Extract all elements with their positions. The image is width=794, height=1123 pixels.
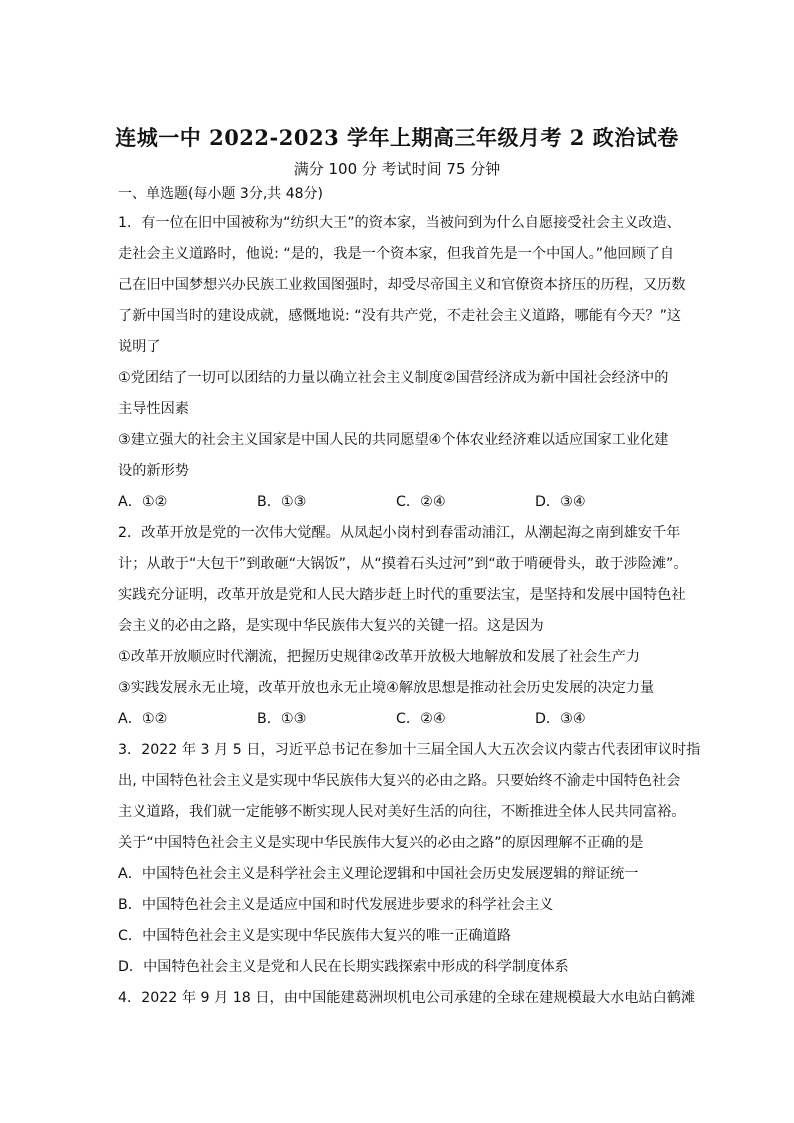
option-c: C．中国特色社会主义是实现中华民族伟大复兴的唯一正确道路 <box>118 928 511 944</box>
question-line: 主义道路，我们就一定能够不断实现人民对美好生活的向往，不断推进全体人民共同富裕。 <box>118 804 686 820</box>
exam-title: 连城一中 2022-2023 学年上期高三年级月考 2 政治试卷 <box>115 125 679 150</box>
option-b: B．中国特色社会主义是适应中国和时代发展进步要求的科学社会主义 <box>118 897 554 913</box>
answer-options <box>118 487 678 518</box>
option-a: A．中国特色社会主义是科学社会主义理论逻辑和中国社会历史发展逻辑的辩证统一 <box>118 866 639 882</box>
option-d: D．③④ <box>535 711 586 727</box>
question-line: 关于“中国特色社会主义是实现中华民族伟大复兴的必由之路”的原因理解不正确的是 <box>118 835 644 851</box>
question-3 <box>118 735 701 983</box>
question-line: 实践充分证明，改革开放是党和人民大踏步赶上时代的重要法宝，是坚持和发展中国特色社 <box>118 587 686 603</box>
question-1 <box>118 208 686 518</box>
option-d: D．③④ <box>535 494 586 510</box>
question-2 <box>118 518 688 735</box>
question-4 <box>118 983 696 1014</box>
option-b: B．①③ <box>257 494 307 510</box>
question-line: 4．2022 年 9 月 18 日，由中国能建葛洲坝机电公司承建的全球在建规模最大水电站白鹤滩 <box>118 990 696 1006</box>
question-line: 计；从敢于“大包干”到敢砸“大锅饭”，从“摸着石头过河”到“敢于啃硬骨头，敢于涉险滩”。 <box>118 556 688 572</box>
answer-options <box>118 704 678 735</box>
question-line: ③建立强大的社会主义国家是中国人民的共同愿望④个体农业经济难以适应国家工业化建 <box>118 432 669 448</box>
question-line: 3．2022 年 3 月 5 日，习近平总书记在参加十三届全国人大五次会议内蒙古代表团审议时指 <box>118 742 701 758</box>
question-line: 说明了 <box>118 339 161 355</box>
option-b: B．①③ <box>257 711 307 727</box>
question-content <box>118 208 701 1014</box>
option-c: C．②④ <box>396 494 446 510</box>
exam-subtitle: 满分 100 分 考试时间 75 分钟 <box>293 160 501 178</box>
question-line: 2．改革开放是党的一次伟大觉醒。从凤起小岗村到春雷动浦江，从潮起海之南到雄安千年 <box>118 525 681 541</box>
question-line: ①党团结了一切可以团结的力量以确立社会主义制度②国营经济成为新中国社会经济中的 <box>118 370 669 386</box>
option-a: A．①② <box>118 494 168 510</box>
option-d: D．中国特色社会主义是党和人民在长期实践探索中形成的科学制度体系 <box>118 959 569 975</box>
question-line: 设的新形势 <box>118 463 189 479</box>
question-line: 1．有一位在旧中国被称为“纺织大王”的资本家，当被问到为什么自愿接受社会主义改造、 <box>118 215 681 231</box>
section-heading: 一、单选题(每小题 3分,共 48分) <box>118 186 323 202</box>
question-line: 会主义的必由之路，是实现中华民族伟大复兴的关键一招。这是因为 <box>118 618 544 634</box>
question-line: ③实践发展永无止境，改革开放也永无止境④解放思想是推动社会历史发展的决定力量 <box>118 680 655 696</box>
question-line: 出, 中国特色社会主义是实现中华民族伟大复兴的必由之路。只要始终不渝走中国特色社会 <box>118 773 681 789</box>
option-a: A．①② <box>118 711 168 727</box>
option-c: C．②④ <box>396 711 446 727</box>
question-line: 走社会主义道路时，他说: “是的，我是一个资本家，但我首先是一个中国人。”他回顾了自 <box>118 246 675 262</box>
question-line: 主导性因素 <box>118 401 189 417</box>
question-line: ①改革开放顺应时代潮流，把握历史规律②改革开放极大地解放和发展了社会生产力 <box>118 649 641 665</box>
question-line: 己在旧中国梦想兴办民族工业救国图强时，却受尽帝国主义和官僚资本挤压的历程，又历数 <box>118 277 686 293</box>
question-line: 了新中国当时的建设成就，感慨地说: “没有共产党，不走社会主义道路，哪能有今天？”这 <box>118 308 682 324</box>
